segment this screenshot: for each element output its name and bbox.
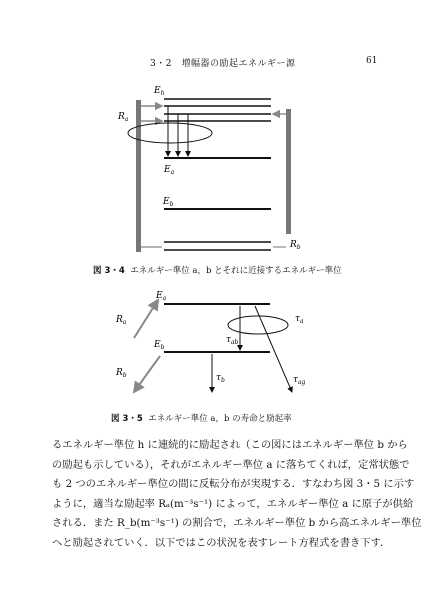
fig2-label-eb: $E_b$: [154, 340, 165, 351]
fig2-label-tau-ab: $\tau_{ab}$: [226, 335, 239, 346]
fig2-label-tau-b: $\tau_b$: [216, 373, 225, 384]
fig2-label-tau-ag: $\tau_{ag}$: [293, 375, 306, 386]
figure-3-5-caption-number: 図 3・5: [111, 414, 143, 424]
figure-3-4-caption: [93, 264, 342, 276]
figure-3-4-caption-number: 図 3・4: [93, 266, 125, 276]
fig2-ellipse: [228, 316, 288, 334]
body-line: へと励起されていく．以下ではこの状況を表すレート方程式を書き下す．: [52, 536, 391, 549]
body-text: [52, 436, 422, 553]
ra-pump-bar: [136, 100, 141, 252]
figure-3-5-caption-text: エネルギー準位 a，b の寿命と励起率: [148, 414, 292, 424]
figure-3-5-caption: [111, 412, 292, 424]
fig2-label-ra: $R_a$: [116, 315, 127, 326]
body-line: ように，適当な励起率 Rₐ(m⁻³s⁻¹) によって，エネルギー準位 a に原子が供給: [52, 497, 414, 510]
figure-3-4-caption-text: エネルギー準位 a，b とそれに近接するエネルギー準位: [130, 266, 342, 276]
body-line: も 2 つのエネルギー準位の間に反転分布が実現する．すなわち図 3・5 に示す: [52, 478, 415, 490]
fig2-label-tau-a: $\tau_a$: [295, 314, 304, 325]
figure-3-4: [117, 86, 301, 252]
rb-pump-bar: [286, 109, 291, 234]
fig1-label-eb: $E_b$: [163, 197, 174, 208]
body-line: される．また R_b(m⁻³s⁻¹) の割合で，エネルギー準位 b から高エネルギー準位: [52, 517, 422, 529]
fig2-tau-ag-arrow: [255, 306, 292, 392]
fig2-ra-arrow: [134, 300, 158, 338]
running-head: 3・2 増幅器の励起エネルギー源: [150, 59, 296, 69]
fig2-label-ea: $E_a$: [156, 291, 167, 302]
body-line: るエネルギー準位 h に連続的に励起され（この図にはエネルギー準位 b から: [52, 439, 408, 451]
fig2-rb-arrow: [134, 356, 160, 392]
fig1-label-ea: $E_a$: [164, 165, 175, 176]
page-number: 61: [366, 56, 378, 66]
fig2-label-rb: $R_b$: [116, 368, 127, 379]
fig1-label-eh: $E_h$: [154, 86, 165, 97]
figure-3-5: [115, 291, 306, 392]
fig1-label-rb: $R_b$: [290, 240, 301, 251]
fig1-label-ra: $R_a$: [118, 112, 129, 123]
body-line: の励起も示している），それがエネルギー準位 a に落ちてくれば，定常状態で: [52, 458, 410, 471]
